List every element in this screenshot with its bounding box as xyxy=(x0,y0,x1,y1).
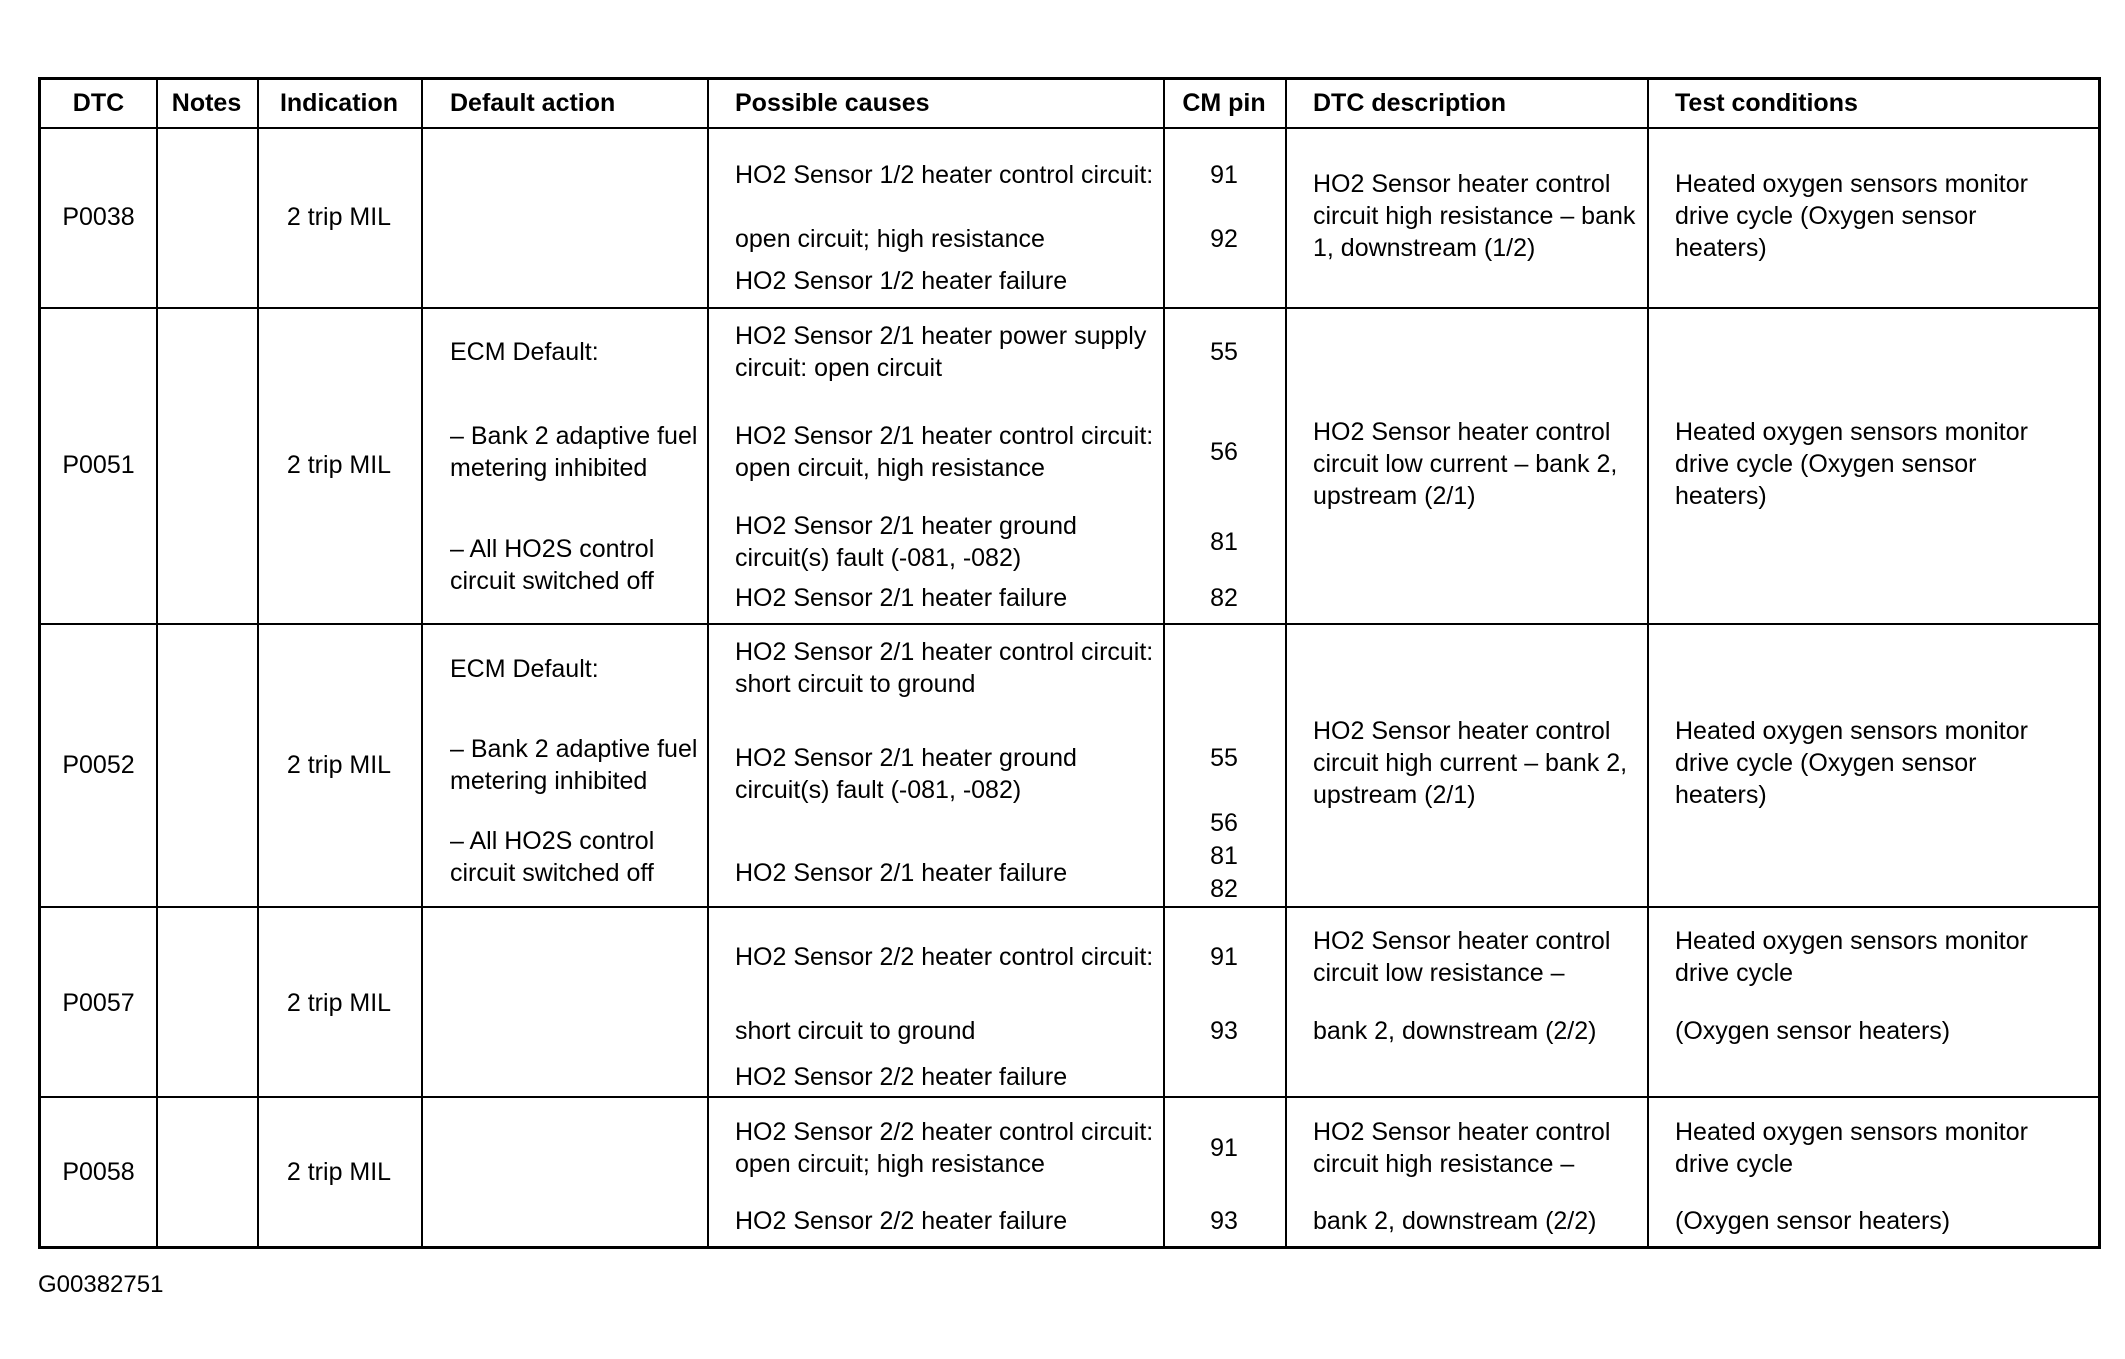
default-action-line: metering inhibited xyxy=(450,767,648,795)
test-condition-line: Heated oxygen sensors monitor xyxy=(1675,418,2028,446)
indication-cell: 2 trip MIL xyxy=(286,989,392,1017)
cause-line: HO2 Sensor 2/1 heater control circuit: xyxy=(735,422,1154,450)
cause-line: open circuit; high resistance xyxy=(735,225,1045,253)
header-default-action: Default action xyxy=(450,89,616,117)
cause-line: short circuit to ground xyxy=(735,1017,976,1045)
test-condition-line: (Oxygen sensor heaters) xyxy=(1675,1017,1951,1045)
test-condition-line: Heated oxygen sensors monitor xyxy=(1675,170,2028,198)
test-condition-line: heaters) xyxy=(1675,482,1767,510)
test-condition-line: (Oxygen sensor heaters) xyxy=(1675,1207,1951,1235)
cause-line: HO2 Sensor 2/1 heater failure xyxy=(735,859,1068,887)
header-notes: Notes xyxy=(171,89,242,117)
dtc-code: P0052 xyxy=(62,751,135,779)
default-action-line: – All HO2S control xyxy=(450,535,655,563)
dtc-code: P0058 xyxy=(62,1158,135,1186)
description-line: circuit high current – bank 2, xyxy=(1313,749,1628,777)
cause-line: HO2 Sensor 2/2 heater failure xyxy=(735,1207,1068,1235)
cm-pin: 55 xyxy=(1210,744,1238,772)
header-possible-causes: Possible causes xyxy=(735,89,930,117)
cause-line: HO2 Sensor 2/2 heater control circuit: xyxy=(735,1118,1154,1146)
description-line: HO2 Sensor heater control xyxy=(1313,717,1611,745)
column-divider xyxy=(1285,80,1287,1246)
header-dtc: DTC xyxy=(72,89,125,117)
description-line: HO2 Sensor heater control xyxy=(1313,170,1611,198)
cause-line: short circuit to ground xyxy=(735,670,976,698)
header-test-conditions: Test conditions xyxy=(1675,89,1858,117)
column-divider xyxy=(421,80,423,1246)
dtc-code: P0038 xyxy=(62,203,135,231)
default-action-line: circuit switched off xyxy=(450,567,654,595)
description-line: HO2 Sensor heater control xyxy=(1313,1118,1611,1146)
cause-line: HO2 Sensor 2/1 heater ground xyxy=(735,512,1077,540)
cause-line: HO2 Sensor 2/2 heater failure xyxy=(735,1063,1068,1091)
test-condition-line: drive cycle (Oxygen sensor xyxy=(1675,749,1977,777)
cause-line: circuit: open circuit xyxy=(735,354,943,382)
cm-pin: 93 xyxy=(1210,1017,1238,1045)
column-divider xyxy=(707,80,709,1246)
cause-line: open circuit; high resistance xyxy=(735,1150,1045,1178)
test-condition-line: drive cycle xyxy=(1675,1150,1794,1178)
cause-line: HO2 Sensor 2/1 heater power supply xyxy=(735,322,1147,350)
cm-pin: 82 xyxy=(1210,875,1238,903)
column-divider xyxy=(257,80,259,1246)
description-line: bank 2, downstream (2/2) xyxy=(1313,1017,1597,1045)
cm-pin: 91 xyxy=(1210,1134,1238,1162)
default-action-line: – Bank 2 adaptive fuel xyxy=(450,735,698,763)
description-line: upstream (2/1) xyxy=(1313,781,1476,809)
header-dtc-description: DTC description xyxy=(1313,89,1507,117)
test-condition-line: heaters) xyxy=(1675,781,1767,809)
cm-pin: 92 xyxy=(1210,225,1238,253)
cm-pin: 56 xyxy=(1210,809,1238,837)
row-divider xyxy=(41,127,2098,129)
cm-pin: 81 xyxy=(1210,842,1238,870)
test-condition-line: Heated oxygen sensors monitor xyxy=(1675,1118,2028,1146)
row-divider xyxy=(41,1096,2098,1098)
cause-line: circuit(s) fault (-081, -082) xyxy=(735,776,1022,804)
indication-cell: 2 trip MIL xyxy=(286,751,392,779)
cause-line: HO2 Sensor 2/2 heater control circuit: xyxy=(735,943,1154,971)
test-condition-line: Heated oxygen sensors monitor xyxy=(1675,927,2028,955)
description-line: upstream (2/1) xyxy=(1313,482,1476,510)
row-divider xyxy=(41,906,2098,908)
row-divider xyxy=(41,623,2098,625)
test-condition-line: drive cycle (Oxygen sensor xyxy=(1675,202,1977,230)
dtc-code: P0057 xyxy=(62,989,135,1017)
cause-line: HO2 Sensor 1/2 heater control circuit: xyxy=(735,161,1154,189)
column-divider xyxy=(156,80,158,1246)
default-action-line: ECM Default: xyxy=(450,338,599,366)
cause-line: HO2 Sensor 2/1 heater failure xyxy=(735,584,1068,612)
description-line: circuit low resistance – xyxy=(1313,959,1565,987)
indication-cell: 2 trip MIL xyxy=(286,203,392,231)
cm-pin: 55 xyxy=(1210,338,1238,366)
description-line: HO2 Sensor heater control xyxy=(1313,927,1611,955)
test-condition-line: Heated oxygen sensors monitor xyxy=(1675,717,2028,745)
cause-line: HO2 Sensor 2/1 heater ground xyxy=(735,744,1077,772)
header-cm-pin: CM pin xyxy=(1182,89,1266,117)
description-line: bank 2, downstream (2/2) xyxy=(1313,1207,1597,1235)
default-action-line: – All HO2S control xyxy=(450,827,655,855)
cm-pin: 82 xyxy=(1210,584,1238,612)
default-action-line: – Bank 2 adaptive fuel xyxy=(450,422,698,450)
cm-pin: 56 xyxy=(1210,438,1238,466)
test-condition-line: drive cycle xyxy=(1675,959,1794,987)
cause-line: HO2 Sensor 1/2 heater failure xyxy=(735,267,1068,295)
test-condition-line: drive cycle (Oxygen sensor xyxy=(1675,450,1977,478)
default-action-line: metering inhibited xyxy=(450,454,648,482)
default-action-line: circuit switched off xyxy=(450,859,654,887)
figure-id: G00382751 xyxy=(38,1271,164,1298)
cm-pin: 91 xyxy=(1210,161,1238,189)
description-line: 1, downstream (1/2) xyxy=(1313,234,1536,262)
description-line: HO2 Sensor heater control xyxy=(1313,418,1611,446)
cm-pin: 93 xyxy=(1210,1207,1238,1235)
header-indication: Indication xyxy=(279,89,399,117)
description-line: circuit low current – bank 2, xyxy=(1313,450,1618,478)
description-line: circuit high resistance – xyxy=(1313,1150,1575,1178)
dtc-table xyxy=(38,77,2101,1249)
column-divider xyxy=(1647,80,1649,1246)
cause-line: HO2 Sensor 2/1 heater control circuit: xyxy=(735,638,1154,666)
row-divider xyxy=(41,307,2098,309)
dtc-code: P0051 xyxy=(62,451,135,479)
indication-cell: 2 trip MIL xyxy=(286,451,392,479)
description-line: circuit high resistance – bank xyxy=(1313,202,1636,230)
test-condition-line: heaters) xyxy=(1675,234,1767,262)
indication-cell: 2 trip MIL xyxy=(286,1158,392,1186)
cause-line: open circuit, high resistance xyxy=(735,454,1045,482)
cause-line: circuit(s) fault (-081, -082) xyxy=(735,544,1022,572)
cm-pin: 81 xyxy=(1210,528,1238,556)
cm-pin: 91 xyxy=(1210,943,1238,971)
default-action-line: ECM Default: xyxy=(450,655,599,683)
